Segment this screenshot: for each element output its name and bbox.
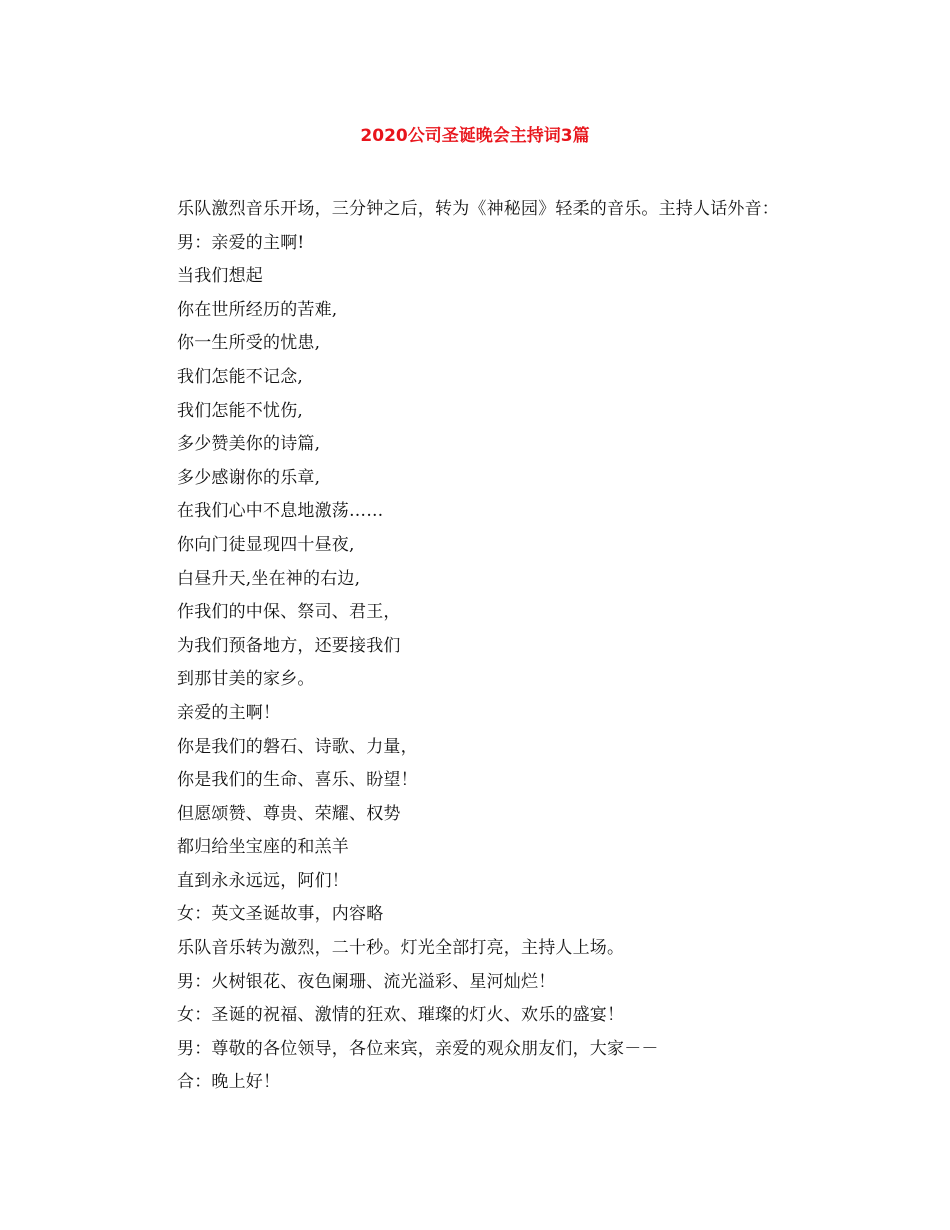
- text-line: 女：圣诞的祝福、激情的狂欢、璀璨的灯火、欢乐的盛宴！: [177, 1005, 625, 1026]
- text-line: 作我们的中保、祭司、君王，: [177, 602, 401, 623]
- text-line: 在我们心中不息地激荡……: [177, 501, 384, 522]
- text-line: 乐队音乐转为激烈，二十秒。灯光全部打亮，主持人上场。: [177, 938, 625, 959]
- text-line: 亲爱的主啊！: [177, 702, 281, 723]
- text-line: 你在世所经历的苦难,: [177, 299, 338, 320]
- text-line: 当我们想起: [177, 266, 263, 287]
- text-line: 女：英文圣诞故事，内容略: [177, 904, 384, 925]
- text-line: 白昼升天,坐在神的右边,: [177, 568, 361, 589]
- document-body: [177, 193, 877, 1100]
- document-title: 2020公司圣诞晚会主持词3篇: [360, 126, 590, 146]
- text-line: 男：亲爱的主啊!: [177, 232, 305, 253]
- text-line: 我们怎能不忧伤,: [177, 400, 304, 421]
- text-line: 你向门徒显现四十昼夜,: [177, 534, 355, 555]
- text-line: 你是我们的生命、喜乐、盼望！: [177, 770, 418, 791]
- text-line: 直到永永远远，阿们！: [177, 870, 349, 891]
- text-line: 男：尊敬的各位领导，各位来宾，亲爱的观众朋友们，大家－－: [177, 1038, 659, 1059]
- text-line: 合：晚上好！: [177, 1072, 281, 1093]
- text-line: 你是我们的磐石、诗歌、力量，: [177, 736, 418, 757]
- text-line: 你一生所受的忧患,: [177, 333, 321, 354]
- text-line: 乐队激烈音乐开场，三分钟之后，转为《神秘园》轻柔的音乐。主持人话外音：: [177, 199, 779, 219]
- text-line: 为我们预备地方，还要接我们: [177, 635, 401, 656]
- text-line: 但愿颂赞、尊贵、荣耀、权势: [177, 803, 401, 824]
- text-line: 我们怎能不记念,: [177, 366, 304, 387]
- text-line: 到那甘美的家乡。: [177, 669, 315, 690]
- text-line: 多少赞美你的诗篇,: [177, 434, 321, 455]
- text-line: 男：火树银花、夜色阑珊、流光溢彩、星河灿烂！: [177, 971, 556, 992]
- text-line: 都归给坐宝座的和羔羊: [177, 837, 349, 858]
- text-line: 多少感谢你的乐章,: [177, 467, 321, 488]
